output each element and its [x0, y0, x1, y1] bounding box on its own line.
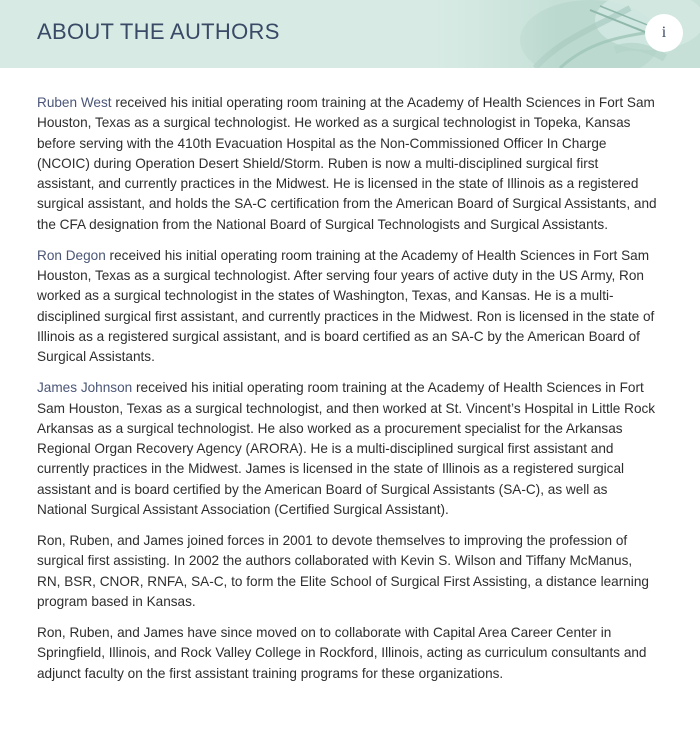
collaboration-paragraph: Ron, Ruben, and James joined forces in 2001 to devote themselves to improving the profession of surgical first assisting. In 2002 the authors collaborated with Kevin S. Wilson and Tiffany McManus, RN, BSR, CNOR, RNFA, SA-C, to form the Elite School of Surgical First Assisting, a distance learning program based in Kansas. — [37, 533, 649, 609]
author-bio-ruben-west — [37, 93, 659, 235]
page-title: ABOUT THE AUTHORS — [37, 19, 280, 44]
author-name: Ron Degon — [37, 247, 106, 263]
page-header — [0, 0, 700, 68]
author-bio-ron-degon — [37, 246, 659, 368]
author-bio-text: received his initial operating room training at the Academy of Health Sciences in Fort Sam Houston, Texas as a surgical technologist, and then worked at St. Vincent’s Hospital in Little Rock Arkansas as a surgical technologist. He also worked as a procurement specialist for the Arkansas Regional Organ Recovery Agency (ARORA). He is a multi-disciplined surgical first assistant and currently practices in the Midwest. James is licensed in the state of Illinois as a registered surgical assistant and is board certified by the American Board of Surgical Assistants (SA-C), as well as National Surgical Assistant Association (Certified Surgical Assistant). — [37, 380, 656, 517]
page-number: i — [645, 14, 683, 52]
author-bio-text: received his initial operating room training at the Academy of Health Sciences in Fort Sam Houston, Texas as a surgical technologist. After serving four years of active duty in the US Army, Ron worked as a surgical technologist in the states of Washington, Texas, and Kansas. He is a multi-disciplined surgical first assistant, and currently practices in the Midwest. Ron is licensed in the state of Illinois as a registered surgical assistant, and is board certified as an SA-C by the American Board of Surgical Assistants. — [37, 247, 655, 364]
current-work-paragraph: Ron, Ruben, and James have since moved on to collaborate with Capital Area Career Center in Springfield, Illinois, and Rock Valley College in Rockford, Illinois, acting as curriculum consultants and adjunct faculty on the first assistant training programs for these organizations. — [37, 625, 647, 681]
author-bio-text: received his initial operating room training at the Academy of Health Sciences in Fort Sam Houston, Texas as a surgical technologist. He worked as a surgical technologist in Topeka, Kansas before serving with the 410th Evacuation Hospital as the Non-Commissioned Officer In Charge (NCOIC) during Operation Desert Shield/Storm. Ruben is now a multi-disciplined surgical first assistant, and currently practices in the Midwest. He is licensed in the state of Illinois as a registered surgical assistant, and holds the SA-C certification from the American Board of Surgical Assistants, and the CFA designation from the National Board of Surgical Technologists and Surgical Assistants. — [37, 95, 657, 232]
author-name: Ruben West — [37, 95, 112, 110]
author-name: James Johnson — [37, 380, 133, 396]
author-bio-james-johnson — [37, 378, 659, 520]
authors-content — [37, 93, 659, 695]
